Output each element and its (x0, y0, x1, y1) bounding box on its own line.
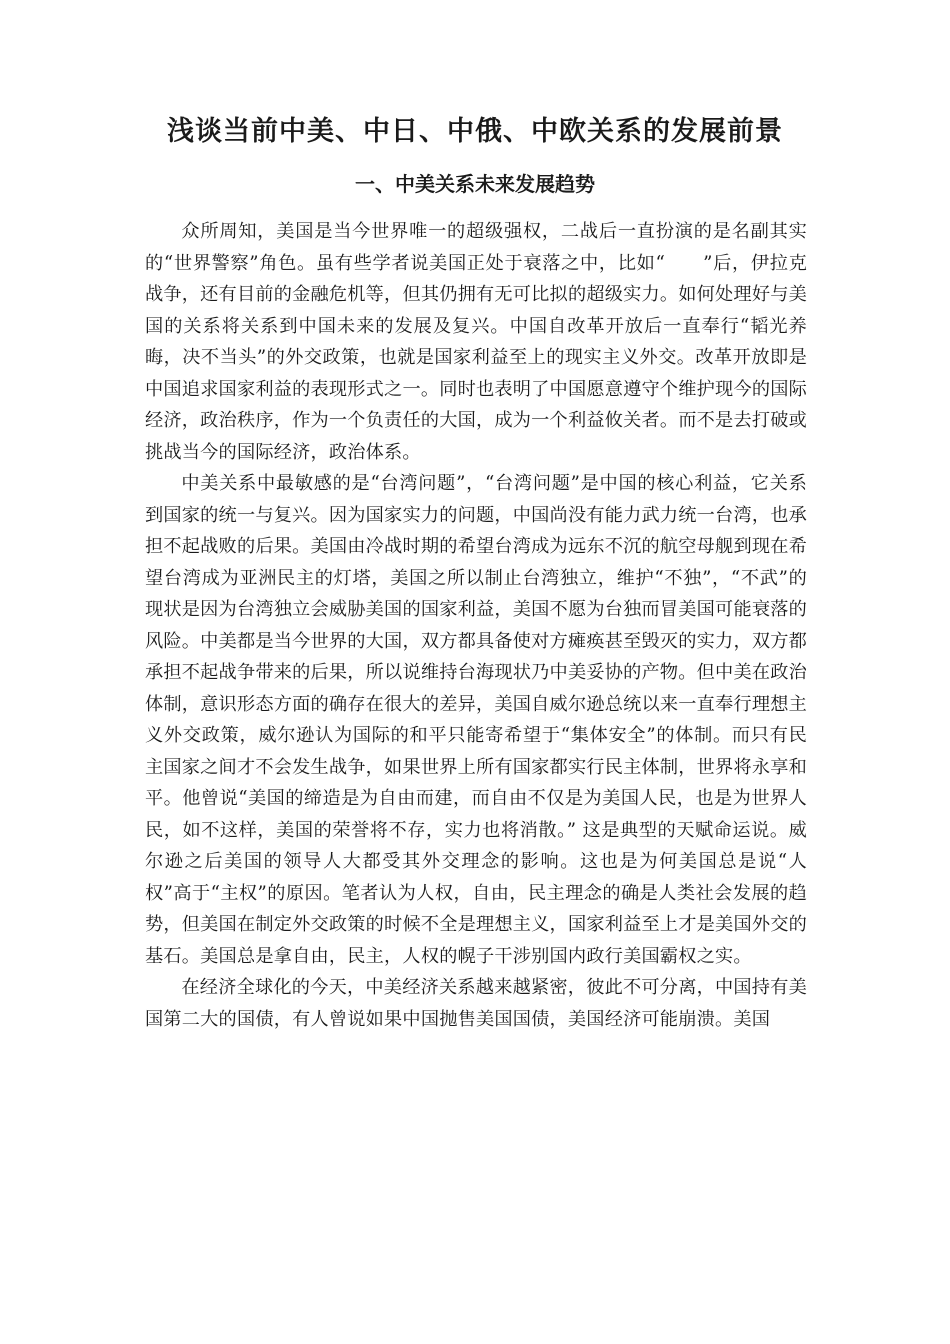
body-paragraph-2: 中美关系中最敏感的是“台湾问题”，“台湾问题”是中国的核心利益，它关系到国家的统一与复兴。因为国家实力的问题，中国尚没有能力武力统一台湾，也承担不起战败的后果。美国由冷战时期的希望台湾成为远东不沉的航空母舰到现在希望台湾成为亚洲民主的灯塔，美国之所以制止台湾独立，维护“不独”，“不武”的现状是因为台湾独立会威胁美国的国家利益，美国不愿为台独而冒美国可能衰落的风险。中美都是当今世界的大国，双方都具备使对方瘫痪甚至毁灭的实力，双方都承担不起战争带来的后果，所以说维持台海现状乃中美妥协的产物。但中美在政治体制，意识形态方面的确存在很大的差异，美国自威尔逊总统以来一直奉行理想主义外交政策，威尔逊认为国际的和平只能寄希望于“集体安全”的体制。而只有民主国家之间才不会发生战争，如果世界上所有国家都实行民主体制，世界将永享和平。他曾说“美国的缔造是为自由而建，而自由不仅是为美国人民，也是为世界人民，如不这样，美国的荣誉将不存，实力也将消散。” 这是典型的天赋命运说。威尔逊之后美国的领导人大都受其外交理念的影响。这也是为何美国总是说“人权”高于“主权”的原因。笔者认为人权，自由，民主理念的确是人类社会发展的趋势，但美国在制定外交政策的时候不全是理想主义，国家利益至上才是美国外交的基石。美国总是拿自由，民主，人权的幌子干涉别国内政行美国霸权之实。 (145, 473, 807, 967)
body-paragraph-1: 众所周知，美国是当今世界唯一的超级强权，二战后一直扮演的是名副其实的“世界警察”角色。虽有些学者说美国正处于衰落之中，比如“ ”后，伊拉克战争，还有目前的金融危机等，但其仍拥有无可比拟的超级实力。如何处理好与美国的关系将关系到中国未来的发展及复兴。中国自改革开放后一直奉行“韬光养晦，决不当头”的外交政策，也就是国家利益至上的现实主义外交。改革开放即是中国追求国家利益的表现形式之一。同时也表明了中国愿意遵守个维护现今的国际经济，政治秩序，作为一个负责任的大国，成为一个利益攸关者。而不是去打破或挑战当今的国际经济，政治体系。 (145, 221, 807, 463)
body-paragraph-3: 在经济全球化的今天，中美经济关系越来越紧密，彼此不可分离，中国持有美国第二大的国债，有人曾说如果中国抛售美国国债，美国经济可能崩溃。美国 (145, 977, 807, 1030)
document-body (145, 216, 807, 1035)
section-heading: 一、中美关系未来发展趋势 (355, 172, 595, 196)
document-title: 浅谈当前中美、中日、中俄、中欧关系的发展前景 (167, 116, 783, 147)
